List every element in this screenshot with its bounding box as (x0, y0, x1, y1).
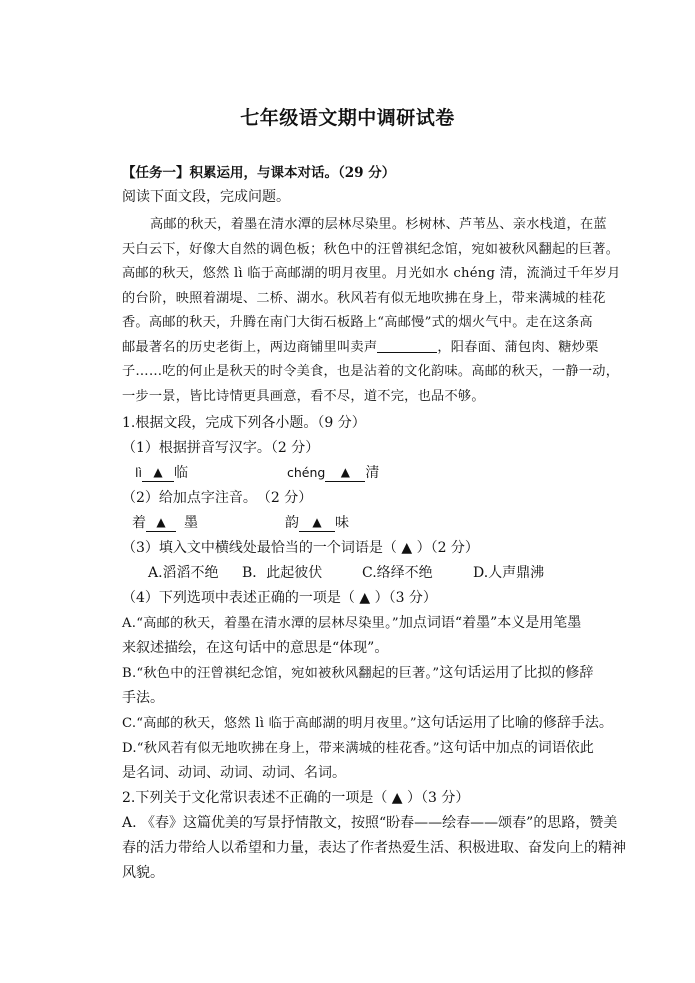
option-c-quote: C.“高邮的秋天，悠然 lì 临于高邮湖的明月夜里。” (122, 716, 417, 731)
passage-line-6 (122, 338, 599, 358)
char-yun: 韵 (285, 515, 299, 531)
q1-sub4-option-b-line2: 手法。 (122, 690, 164, 706)
q2-option-a-line1: A. 《春》这篇优美的写景抒情散文，按照“盼春——绘春——颂春”的思路，赞美 (122, 815, 618, 831)
q1-sub1-item-b (287, 463, 379, 483)
triangle-icon: ▲ (156, 515, 166, 529)
q1-sub2-item-a (132, 513, 198, 533)
passage-line-1: 高邮的秋天，着墨在清水潭的层林尽染里。杉树林、芦苇丛、亲水栈道，在蓝 (150, 217, 607, 232)
q1-stem: 1.根据文段，完成下列各小题。（9 分） (122, 415, 366, 431)
q1-sub2-item-b (285, 513, 349, 533)
q1-sub1-stem: （1）根据拼音写汉字。（2 分） (122, 440, 320, 456)
triangle-icon: ▲ (312, 515, 322, 529)
q1-sub3-option-a: A.滔滔不绝 (148, 565, 219, 581)
task1-heading: 【任务一】积累运用，与课本对话。（29 分） (122, 165, 396, 181)
q2-option-a-line3: 风貌。 (122, 865, 164, 881)
option-b-text: 这句话运用了比拟的修辞 (439, 665, 594, 681)
char-zhuo: 着 (132, 515, 146, 531)
q1-sub4-stem: （4）下列选项中表述正确的一项是（ ▲ ）（3 分） (122, 590, 437, 606)
q1-sub4-option-c (122, 713, 613, 734)
q1-sub4-option-d-line2: 是名词、动词、动词、动词、名词。 (122, 765, 346, 781)
passage-line-3: 高邮的秋天，悠然 lì 临于高邮湖的明月夜里。月光如水 chéng 清，流淌过千年岁月 (122, 266, 621, 281)
q1-sub3-option-d: D.人声鼎沸 (473, 565, 545, 581)
passage-line-5: 香。高邮的秋天，升腾在南门大街石板路上“高邮慢”式的烟火气中。走在这条高 (122, 315, 593, 330)
option-c-text: 这句话运用了比喻的修辞手法。 (416, 715, 613, 731)
answer-blank (299, 514, 335, 532)
q1-sub4-option-b (122, 663, 593, 684)
q1-sub2-stem: （2）给加点字注音。 （2 分） (122, 490, 313, 506)
char-qing: 清 (365, 465, 380, 481)
option-a-quote: A.“高邮的秋天，着墨在清水潭的层林尽染里。” (122, 616, 399, 631)
char-mo: 墨 (184, 515, 198, 531)
q2-option-a-line2: 春的活力带给人以希望和力量，表达了作者热爱生活、积极进取、奋发向上的精神 (122, 840, 626, 856)
passage-line-2: 天白云下，好像大自然的调色板；秋色中的汪曾祺纪念馆，宛如被秋风翻起的巨著。 (122, 242, 620, 257)
option-a-text: 加点词语“着墨”本义是用笔墨 (398, 615, 582, 631)
option-d-text: 这句话中加点的词语依此 (439, 740, 594, 756)
task1-instruction: 阅读下面文段，完成问题。 (122, 189, 290, 205)
q1-sub4-option-a (122, 613, 581, 634)
option-b-quote: B.“秋色中的汪曾祺纪念馆，宛如被秋风翻起的巨著。” (122, 666, 440, 681)
q1-sub3-stem: （3）填入文中横线处最恰当的一个词语是（ ▲ ）（2 分） (122, 540, 479, 556)
answer-blank (146, 514, 176, 532)
q1-sub3-option-b: B．此起彼伏 (242, 565, 323, 581)
char-lin: 临 (173, 465, 188, 481)
q1-sub3-option-c: C.络绎不绝 (362, 565, 433, 581)
passage-line-8: 一步一景，皆比诗情更具画意，看不尽，道不完，也品不够。 (122, 389, 485, 404)
exam-title: 七年级语文期中调研试卷 (240, 107, 455, 129)
option-d-quote: D.“秋风若有似无地吹拂在身上，带来满城的桂花香。” (122, 741, 440, 756)
pinyin-li: lì (135, 465, 142, 480)
passage-line-6-before: 邮最著名的历史老街上，两边商铺里叫卖声 (122, 340, 378, 355)
triangle-icon: ▲ (340, 465, 350, 479)
q1-sub4-option-d (122, 738, 594, 759)
passage-line-7: 子……吃的何止是秋天的时令美食，也是沾着的文化韵味。高邮的秋天，一静一动， (122, 364, 620, 379)
q2-stem: 2.下列关于文化常识表述不正确的一项是（ ▲ ）（3 分） (122, 790, 470, 806)
passage-line-6-after: ，阳春面、蒲包肉、糖炒栗 (437, 340, 599, 355)
passage-line-4: 的台阶，映照着湖堤、二桥、湖水。秋风若有似无地吹拂在身上，带来满城的桂花 (122, 291, 606, 306)
triangle-icon: ▲ (153, 465, 163, 479)
fill-blank (377, 338, 437, 353)
answer-blank (142, 464, 174, 482)
char-wei: 味 (335, 515, 349, 531)
q1-sub4-option-a-line2: 来叙述描绘，在这句话中的意思是“体现”。 (122, 640, 389, 656)
answer-blank (325, 464, 365, 482)
pinyin-cheng: chéng (287, 465, 326, 480)
q1-sub1-item-a (135, 463, 188, 483)
